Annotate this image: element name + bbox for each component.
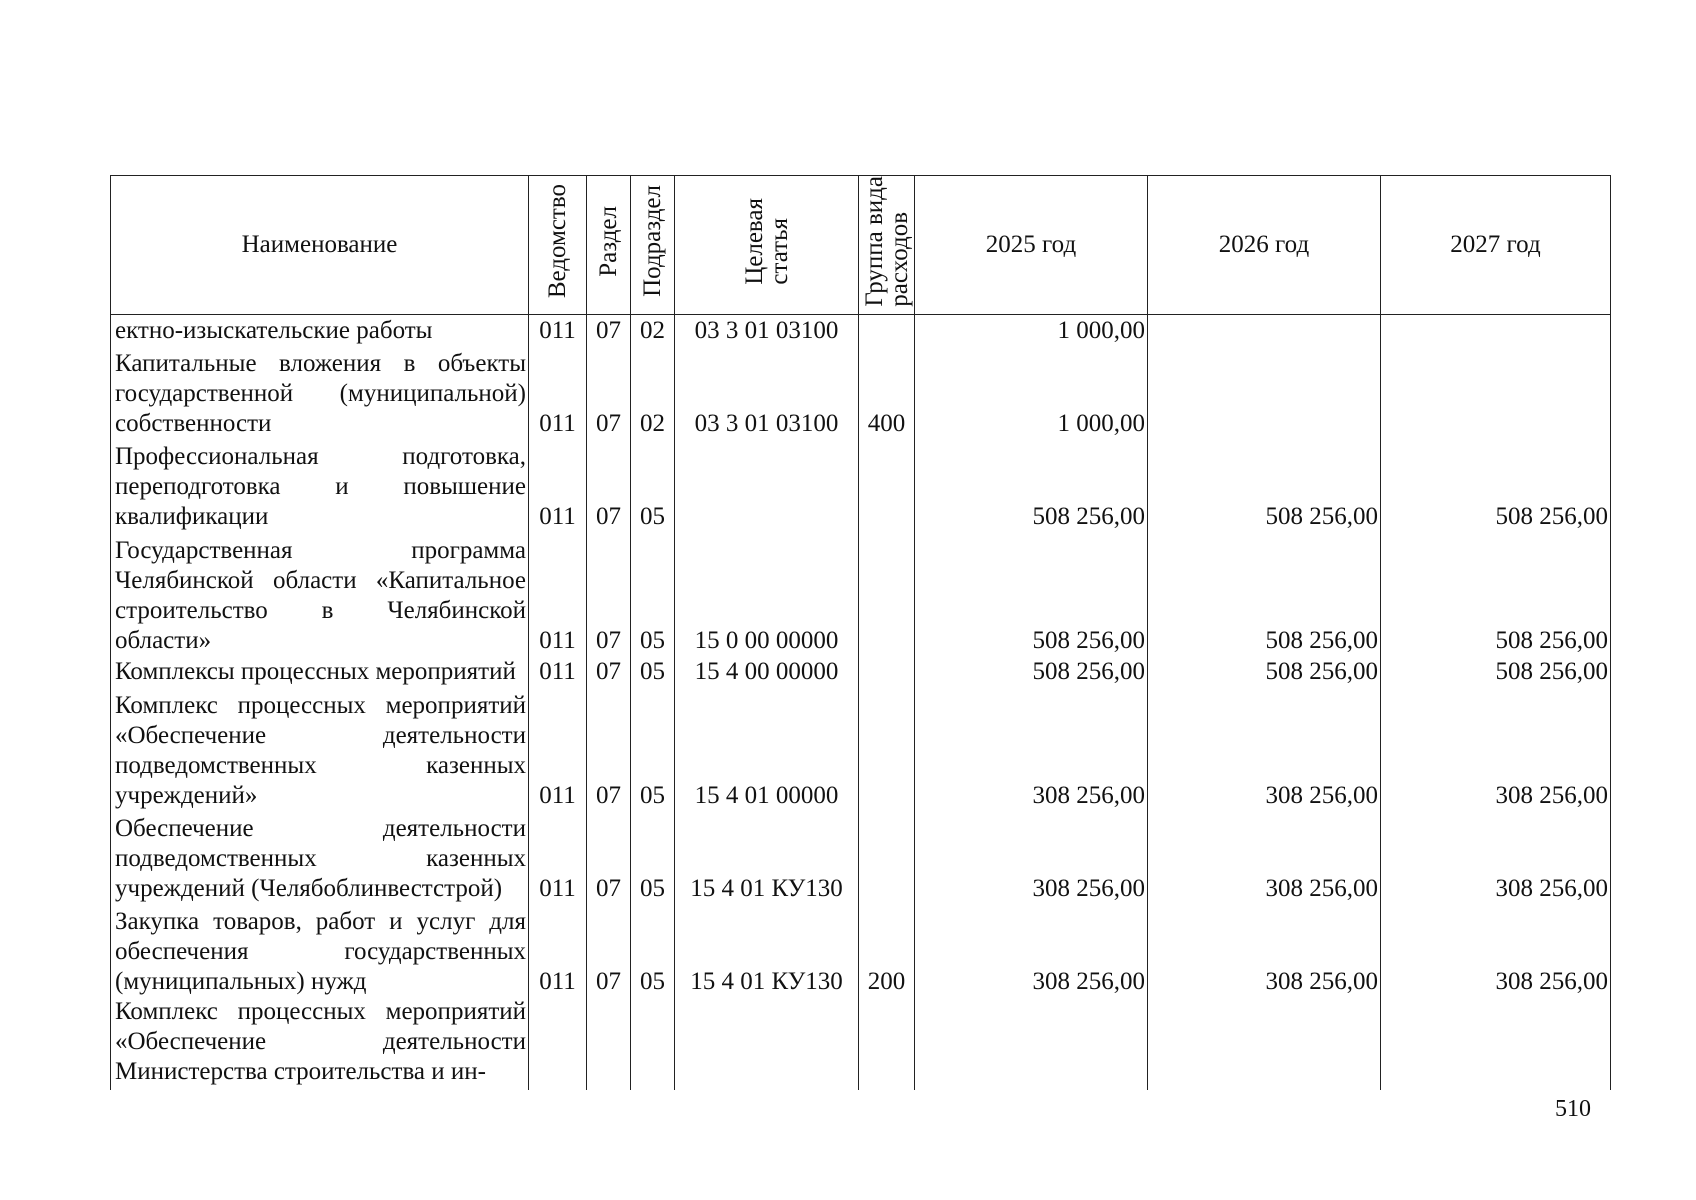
table-row xyxy=(111,904,1611,997)
cell-group xyxy=(859,811,915,904)
cell-subsection xyxy=(631,997,675,1090)
cell-subsection: 02 xyxy=(631,346,675,439)
cell-target xyxy=(675,439,859,532)
table-row xyxy=(111,439,1611,532)
header-2026: 2026 год xyxy=(1148,176,1381,315)
cell-department: 011 xyxy=(529,656,587,687)
cell-2025: 1 000,00 xyxy=(915,346,1148,439)
cell-section: 07 xyxy=(587,656,631,687)
cell-2025: 1 000,00 xyxy=(915,314,1148,346)
cell-2026 xyxy=(1148,314,1381,346)
cell-group xyxy=(859,532,915,656)
table-row xyxy=(111,314,1611,346)
cell-department: 011 xyxy=(529,532,587,656)
table-row xyxy=(111,687,1611,811)
header-group-line1: Группа вида xyxy=(860,176,888,307)
header-target-line1: Целевая xyxy=(740,197,768,285)
header-2027: 2027 год xyxy=(1381,176,1611,315)
cell-name: Комплекс процессных мероприятий «Обеспечение деятельности Министерства строительства и ин- xyxy=(111,997,529,1090)
cell-2027: 308 256,00 xyxy=(1381,811,1611,904)
cell-2026 xyxy=(1148,346,1381,439)
cell-2025: 308 256,00 xyxy=(915,811,1148,904)
table-row xyxy=(111,811,1611,904)
table-row xyxy=(111,997,1611,1090)
cell-name: Обеспечение деятельности подведомственных казенных учреждений (Челябоблинвестстрой) xyxy=(111,811,529,904)
cell-2025: 508 256,00 xyxy=(915,439,1148,532)
table-row xyxy=(111,346,1611,439)
cell-group xyxy=(859,439,915,532)
cell-target: 15 4 01 00000 xyxy=(675,687,859,811)
cell-department: 011 xyxy=(529,904,587,997)
cell-section: 07 xyxy=(587,439,631,532)
header-subsection: Подраздел xyxy=(631,176,675,315)
cell-2027: 508 256,00 xyxy=(1381,439,1611,532)
cell-subsection: 05 xyxy=(631,811,675,904)
cell-department: 011 xyxy=(529,314,587,346)
cell-department: 011 xyxy=(529,687,587,811)
cell-2027 xyxy=(1381,997,1611,1090)
cell-subsection: 05 xyxy=(631,439,675,532)
cell-section: 07 xyxy=(587,811,631,904)
cell-section: 07 xyxy=(587,314,631,346)
cell-group: 200 xyxy=(859,904,915,997)
cell-department: 011 xyxy=(529,439,587,532)
cell-target: 15 0 00 00000 xyxy=(675,532,859,656)
page-number: 510 xyxy=(1555,1096,1591,1122)
cell-2025: 508 256,00 xyxy=(915,656,1148,687)
cell-target: 15 4 00 00000 xyxy=(675,656,859,687)
cell-section: 07 xyxy=(587,532,631,656)
cell-name: Комплекс процессных мероприятий «Обеспечение деятельности подведомственных казенных учреждений» xyxy=(111,687,529,811)
cell-department: 011 xyxy=(529,811,587,904)
budget-table xyxy=(110,175,1611,1090)
cell-2026: 308 256,00 xyxy=(1148,904,1381,997)
cell-2026: 508 256,00 xyxy=(1148,532,1381,656)
cell-target: 03 3 01 03100 xyxy=(675,346,859,439)
header-group-line2: расходов xyxy=(885,211,913,307)
cell-target: 03 3 01 03100 xyxy=(675,314,859,346)
cell-2025: 508 256,00 xyxy=(915,532,1148,656)
cell-subsection: 05 xyxy=(631,904,675,997)
cell-2026: 508 256,00 xyxy=(1148,439,1381,532)
cell-name: Комплексы процессных мероприятий xyxy=(111,656,529,687)
header-group xyxy=(859,176,915,315)
cell-2027: 508 256,00 xyxy=(1381,532,1611,656)
cell-2027: 308 256,00 xyxy=(1381,904,1611,997)
cell-2026 xyxy=(1148,997,1381,1090)
table-body xyxy=(111,314,1611,1090)
cell-2026: 308 256,00 xyxy=(1148,811,1381,904)
cell-section: 07 xyxy=(587,346,631,439)
cell-target xyxy=(675,997,859,1090)
cell-2026: 508 256,00 xyxy=(1148,656,1381,687)
cell-department: 011 xyxy=(529,346,587,439)
cell-2025: 308 256,00 xyxy=(915,904,1148,997)
cell-name: Государственная программа Челябинской области «Капитальное строительство в Челябинской области» xyxy=(111,532,529,656)
cell-2026: 308 256,00 xyxy=(1148,687,1381,811)
cell-2027: 308 256,00 xyxy=(1381,687,1611,811)
header-name: Наименование xyxy=(111,176,529,315)
cell-2025 xyxy=(915,997,1148,1090)
cell-group xyxy=(859,997,915,1090)
table-row xyxy=(111,532,1611,656)
cell-subsection: 05 xyxy=(631,656,675,687)
header-row xyxy=(111,176,1611,315)
cell-section xyxy=(587,997,631,1090)
cell-department xyxy=(529,997,587,1090)
cell-name: Профессиональная подготовка, переподготовка и повышение квалификации xyxy=(111,439,529,532)
header-target xyxy=(675,176,859,315)
cell-group xyxy=(859,656,915,687)
cell-2027 xyxy=(1381,346,1611,439)
cell-section: 07 xyxy=(587,687,631,811)
cell-2027 xyxy=(1381,314,1611,346)
cell-name: ектно-изыскательские работы xyxy=(111,314,529,346)
cell-subsection: 05 xyxy=(631,532,675,656)
cell-target: 15 4 01 КУ130 xyxy=(675,904,859,997)
table-row xyxy=(111,656,1611,687)
cell-group xyxy=(859,687,915,811)
cell-2025: 308 256,00 xyxy=(915,687,1148,811)
cell-target: 15 4 01 КУ130 xyxy=(675,811,859,904)
cell-group xyxy=(859,314,915,346)
header-section: Раздел xyxy=(587,176,631,315)
header-department: Ведомство xyxy=(529,176,587,315)
cell-name: Закупка товаров, работ и услуг для обеспечения государственных (муниципальных) нужд xyxy=(111,904,529,997)
cell-subsection: 05 xyxy=(631,687,675,811)
cell-section: 07 xyxy=(587,904,631,997)
cell-name: Капитальные вложения в объекты государственной (муниципальной) собственности xyxy=(111,346,529,439)
cell-group: 400 xyxy=(859,346,915,439)
header-target-line2: статья xyxy=(765,218,793,285)
cell-2027: 508 256,00 xyxy=(1381,656,1611,687)
cell-subsection: 02 xyxy=(631,314,675,346)
header-2025: 2025 год xyxy=(915,176,1148,315)
